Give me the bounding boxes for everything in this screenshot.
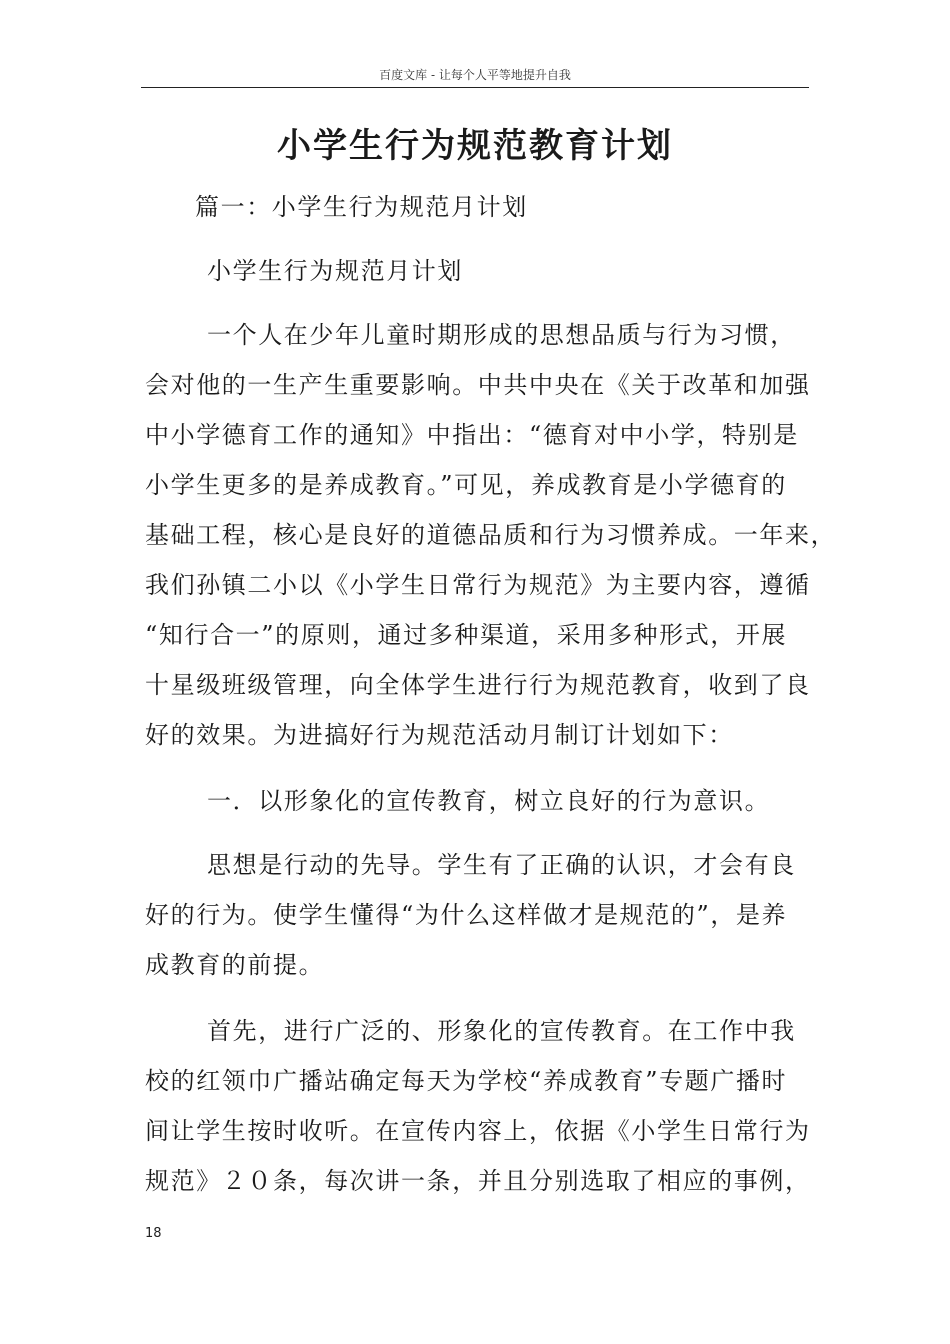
text-line: 思想是行动的先导。学生有了正确的认识，才会有良 (207, 851, 796, 879)
text-line: “知行合一”的原则，通过多种渠道，采用多种形式，开展 (145, 621, 788, 649)
text-line: 基础工程，核心是良好的道德品质和行为习惯养成。一年来， (145, 521, 837, 549)
paragraph-1 (145, 310, 837, 760)
page-header: 百度文库 - 让每个人平等地提升自我 (379, 68, 571, 82)
text-line: 中小学德育工作的通知》中指出：“德育对中小学，特别是 (145, 421, 799, 449)
document-title: 小学生行为规范教育计划 (277, 126, 673, 166)
text-line: 一个人在少年儿童时期形成的思想品质与行为习惯， (207, 321, 796, 349)
text-line: 会对他的一生产生重要影响。中共中央在《关于改革和加强 (145, 371, 811, 399)
paragraph-3 (145, 1006, 809, 1206)
page-number: 18 (145, 1226, 162, 1241)
text-line: 首先，进行广泛的、形象化的宣传教育。在工作中我 (207, 1017, 796, 1045)
section-heading: 篇一：小学生行为规范月计划 (195, 193, 528, 221)
text-line: 我们孙镇二小以《小学生日常行为规范》为主要内容，遵循 (145, 571, 811, 599)
paragraph-2 (145, 840, 809, 990)
text-line: 间让学生按时收听。在宣传内容上，依据《小学生日常行为 (145, 1117, 811, 1145)
point-1-heading: 一．以形象化的宣传教育，树立良好的行为意识。 (207, 787, 771, 815)
text-line: 小学生更多的是养成教育。”可见，养成教育是小学德育的 (145, 471, 787, 499)
header-divider (141, 87, 809, 88)
text-line: 成教育的前提。 (145, 951, 325, 979)
sub-heading: 小学生行为规范月计划 (207, 257, 463, 285)
text-line: 十星级班级管理，向全体学生进行行为规范教育，收到了良 (145, 671, 811, 699)
text-line: 好的效果。为进搞好行为规范活动月制订计划如下： (145, 721, 734, 749)
text-line: 规范》２０条，每次讲一条，并且分别选取了相应的事例， (145, 1167, 811, 1195)
text-line: 校的红领巾广播站确定每天为学校“养成教育”专题广播时 (145, 1067, 788, 1095)
text-line: 好的行为。使学生懂得“为什么这样做才是规范的”，是养 (145, 901, 788, 929)
